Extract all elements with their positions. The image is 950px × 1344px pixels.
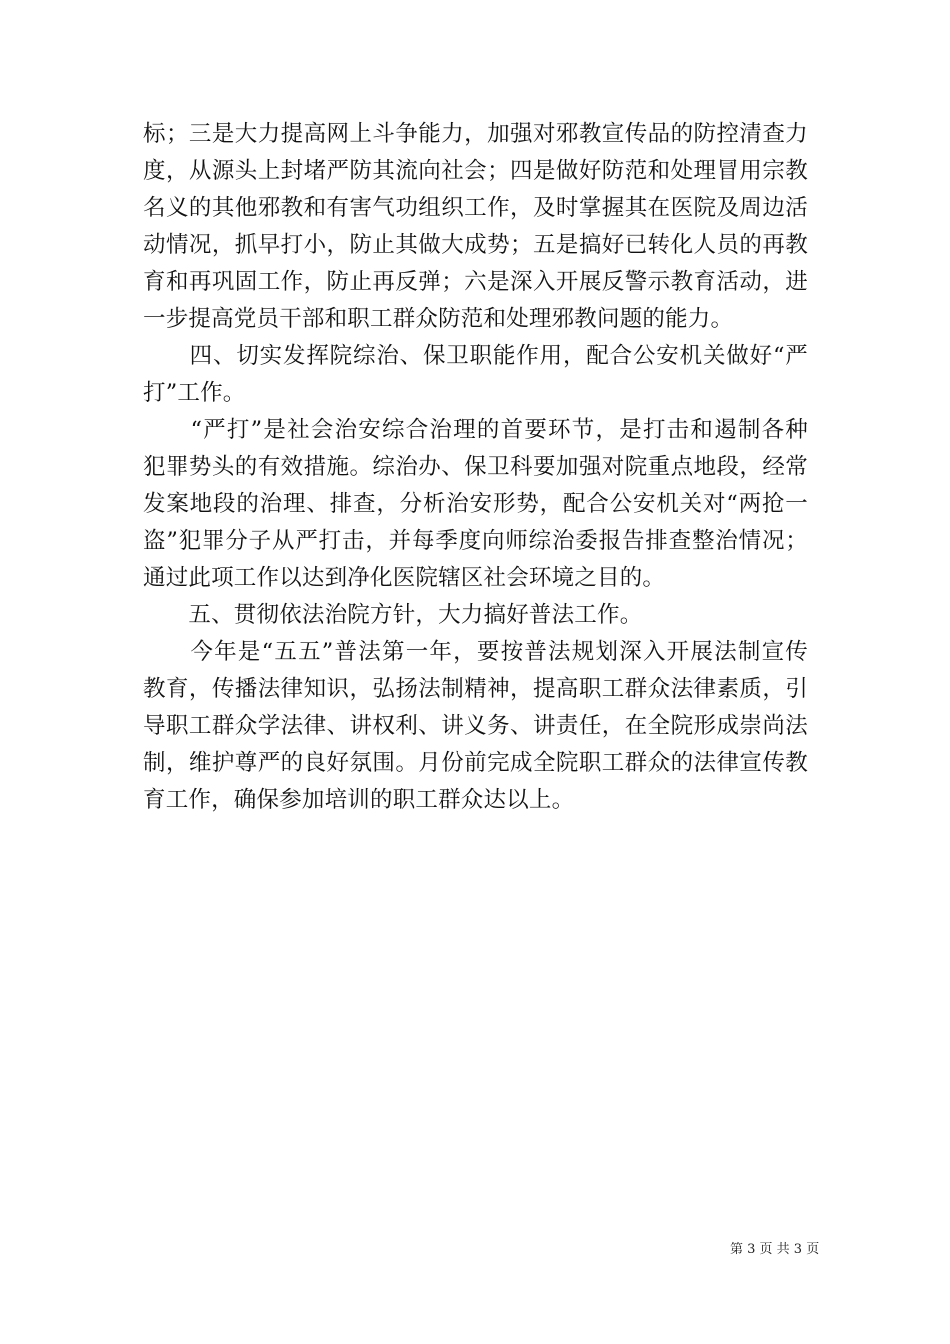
text-line: 育工作，确保参加培训的职工群众达以上。 [143,787,575,813]
text-line: 度，从源头上封堵严防其流向社会；四是做好防范和处理冒用宗教 [143,158,808,184]
section-heading-line: 四、切实发挥院综治、保卫职能作用，配合公安机关做好“严 [143,343,808,369]
text-line: 一步提高党员干部和职工群众防范和处理邪教问题的能力。 [143,306,734,332]
text-line: 导职工群众学法律、讲权利、讲义务、讲责任，在全院形成崇尚法 [143,713,808,739]
text-line: 通过此项工作以达到净化医院辖区社会环境之目的。 [143,565,666,591]
text-line: 犯罪势头的有效措施。综治办、保卫科要加强对院重点地段，经常 [143,454,808,480]
text-line: 发案地段的治理、排查，分析治安形势，配合公安机关对“两抢一 [143,491,808,517]
text-line: 今年是“五五”普法第一年，要按普法规划深入开展法制宣传 [143,639,808,665]
text-line: 育和再巩固工作，防止再反弹；六是深入开展反警示教育活动，进 [143,269,808,295]
section-heading-line: 五、贯彻依法治院方针，大力搞好普法工作。 [143,602,643,628]
text-line: 教育，传播法律知识，弘扬法制精神，提高职工群众法律素质，引 [143,676,808,702]
page-number: 第 3 页 共 3 页 [730,1242,820,1257]
text-line: “严打”是社会治安综合治理的首要环节，是打击和遏制各种 [143,417,808,443]
text-line: 标；三是大力提高网上斗争能力，加强对邪教宣传品的防控清查力 [143,121,808,147]
section-heading-line: 打”工作。 [143,380,246,406]
text-line: 名义的其他邪教和有害气功组织工作，及时掌握其在医院及周边活 [143,195,808,221]
text-line: 制，维护尊严的良好氛围。月份前完成全院职工群众的法律宣传教 [143,750,808,776]
document-body [143,116,808,819]
text-line: 动情况，抓早打小，防止其做大成势；五是搞好已转化人员的再教 [143,232,808,258]
text-line: 盗”犯罪分子从严打击，并每季度向师综治委报告排查整治情况； [143,528,808,554]
